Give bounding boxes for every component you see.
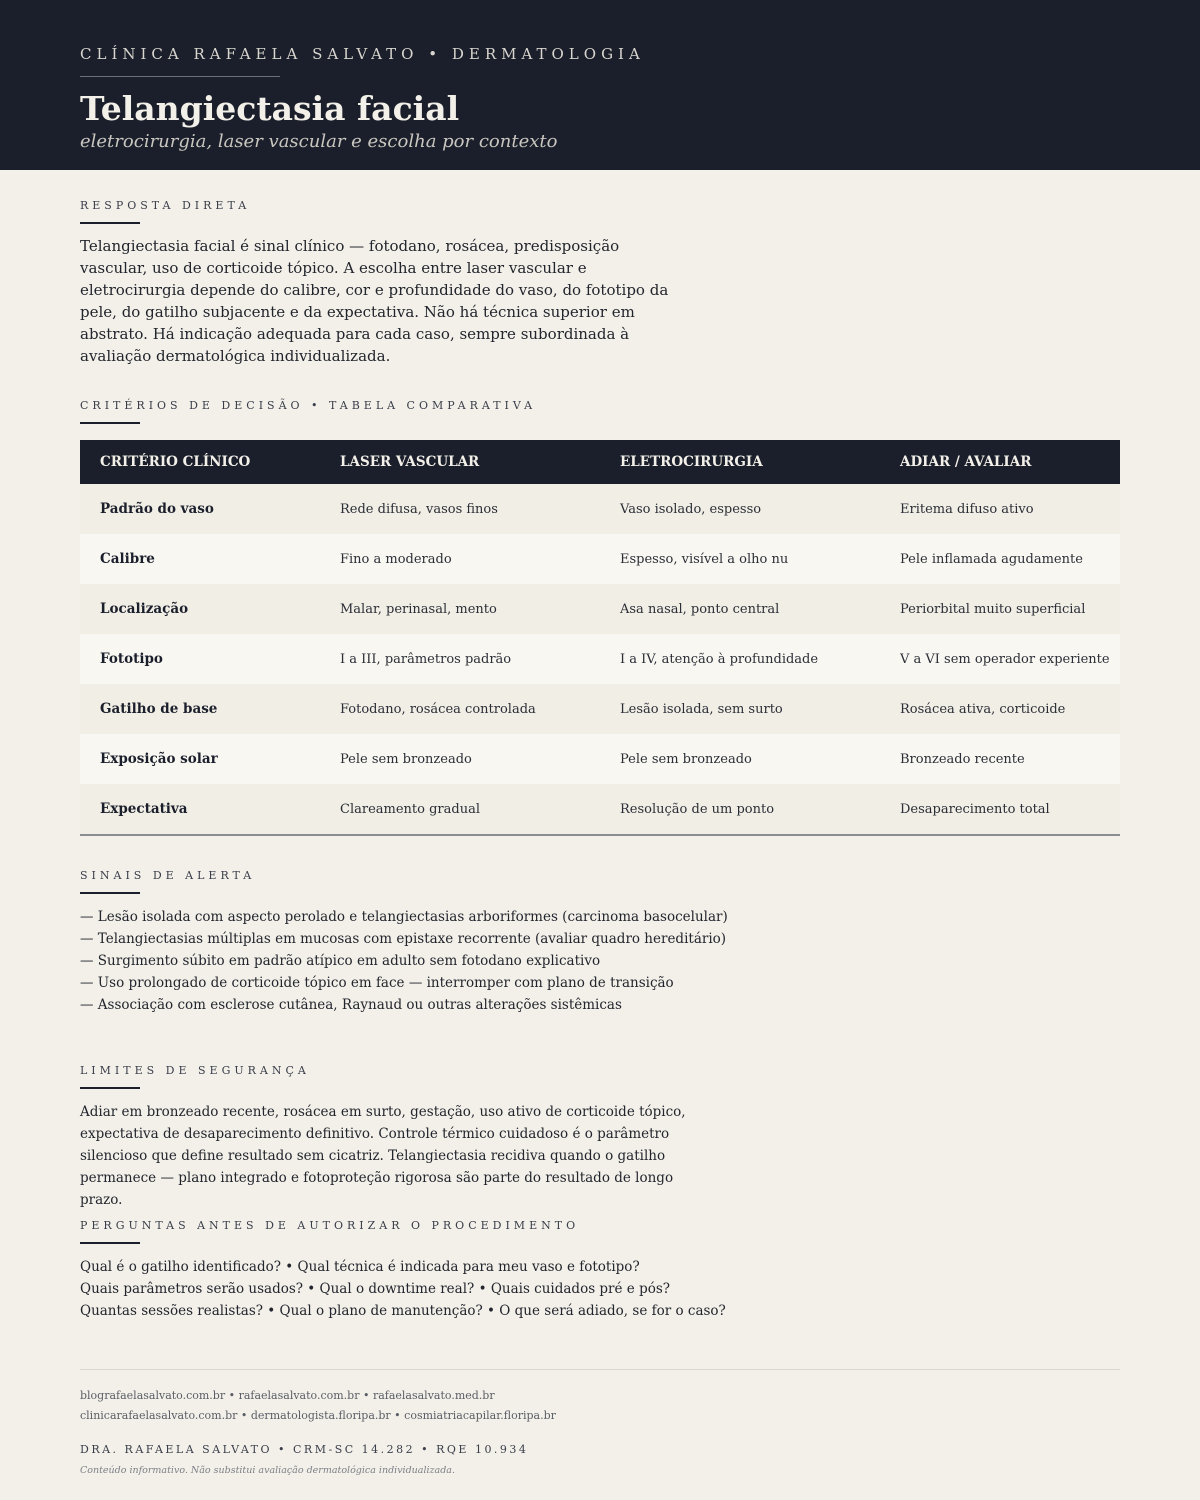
table-row	[80, 784, 1120, 834]
criterion-cell: Calibre	[100, 551, 155, 567]
postpone-cell: Periorbital muito superficial	[900, 601, 1086, 617]
questions-label: PERGUNTAS ANTES DE AUTORIZAR O PROCEDIMENTO	[80, 1219, 580, 1232]
question-line: Qual é o gatilho identificado? • Qual técnica é indicada para meu vaso e fototipo?	[80, 1259, 640, 1275]
alerts-list	[80, 906, 728, 1016]
laser-cell: Fino a moderado	[340, 551, 452, 567]
list-item: — Surgimento súbito em padrão atípico em adulto sem fotodano explicativo	[80, 953, 601, 969]
criterion-cell: Localização	[100, 601, 189, 617]
table-row	[80, 484, 1120, 534]
electrosurgery-cell: Pele sem bronzeado	[620, 751, 752, 767]
postpone-cell: Bronzeado recente	[900, 751, 1025, 767]
table-row	[80, 534, 1120, 584]
criterion-cell: Padrão do vaso	[100, 501, 214, 517]
criteria-label: CRITÉRIOS DE DECISÃO • TABELA COMPARATIVA	[80, 399, 537, 412]
table-row	[80, 584, 1120, 634]
disclaimer: Conteúdo informativo. Não substitui avaliação dermatológica individualizada.	[80, 1465, 455, 1476]
doctor-credentials: DRA. RAFAELA SALVATO • CRM-SC 14.282 • RQE 10.934	[80, 1443, 529, 1456]
footer-links-line[interactable]: clinicarafaelasalvato.com.br • dermatologista.floripa.br • cosmiatriacapilar.floripa.br	[80, 1409, 556, 1422]
page-title: Telangiectasia facial	[80, 89, 460, 128]
brand-divider	[80, 76, 280, 77]
direct-answer-text: Telangiectasia facial é sinal clínico — fotodano, rosácea, predisposição vascular, uso de corticoide tópico. A escolha entre laser vascular e eletrocirurgia depende do calibre, cor e profundidade do vaso, do fototipo da pele, do gatilho subjacente e da expectativa. Não há técnica superior em abstrato. Há indicação adequada para cada caso, sempre subordinada à avaliação dermatológica individualizada.	[80, 237, 669, 365]
laser-cell: Rede difusa, vasos finos	[340, 501, 498, 517]
safety-rule	[80, 1087, 140, 1089]
page-header	[0, 0, 1200, 170]
laser-cell: Fotodano, rosácea controlada	[340, 701, 536, 717]
electrosurgery-cell: Lesão isolada, sem surto	[620, 701, 783, 717]
alerts-label: SINAIS DE ALERTA	[80, 869, 256, 882]
table-header-row	[80, 440, 1120, 484]
postpone-cell: Pele inflamada agudamente	[900, 551, 1083, 567]
alerts-rule	[80, 892, 140, 894]
criterion-cell: Expectativa	[100, 801, 188, 817]
column-header-electrosurgery: ELETROCIRURGIA	[620, 454, 763, 470]
table-row	[80, 684, 1120, 734]
electrosurgery-cell: Asa nasal, ponto central	[620, 601, 780, 617]
column-header-criterion: CRITÉRIO CLÍNICO	[100, 454, 251, 470]
criterion-cell: Exposição solar	[100, 751, 218, 767]
laser-cell: I a III, parâmetros padrão	[340, 651, 512, 667]
footer-divider	[80, 1369, 1120, 1370]
laser-cell: Pele sem bronzeado	[340, 751, 472, 767]
list-item: — Uso prolongado de corticoide tópico em face — interromper com plano de transição	[80, 975, 674, 991]
postpone-cell: Rosácea ativa, corticoide	[900, 701, 1066, 717]
clinic-brand: CLÍNICA RAFAELA SALVATO • DERMATOLOGIA	[80, 45, 645, 63]
table-row	[80, 634, 1120, 684]
electrosurgery-cell: I a IV, atenção à profundidade	[620, 651, 819, 667]
criterion-cell: Gatilho de base	[100, 701, 218, 717]
electrosurgery-cell: Resolução de um ponto	[620, 801, 775, 817]
postpone-cell: Eritema difuso ativo	[900, 501, 1034, 517]
column-header-laser: LASER VASCULAR	[340, 454, 480, 470]
laser-cell: Malar, perinasal, mento	[340, 601, 497, 617]
postpone-cell: V a VI sem operador experiente	[900, 651, 1110, 667]
column-header-postpone: ADIAR / AVALIAR	[900, 454, 1032, 470]
safety-label: LIMITES DE SEGURANÇA	[80, 1064, 310, 1077]
footer-links	[80, 1386, 556, 1426]
criterion-cell: Fototipo	[100, 651, 163, 667]
footer-links-line[interactable]: blografaelasalvato.com.br • rafaelasalvato.com.br • rafaelasalvato.med.br	[80, 1389, 495, 1402]
postpone-cell: Desaparecimento total	[900, 801, 1050, 817]
safety-text: Adiar em bronzeado recente, rosácea em surto, gestação, uso ativo de corticoide tópico, expectativa de desaparecimento definitivo. Controle térmico cuidadoso é o parâmetro silencioso que define resultado sem cicatriz. Telangiectasia recidiva quando o gatilho permanece — plano integrado e fotoproteção rigorosa são parte do resultado de longo prazo.	[80, 1104, 686, 1208]
page-subtitle: eletrocirurgia, laser vascular e escolha por contexto	[80, 131, 558, 152]
table-row	[80, 734, 1120, 784]
question-line: Quantas sessões realistas? • Qual o plano de manutenção? • O que será adiado, se for o caso?	[80, 1303, 726, 1319]
questions-block	[80, 1256, 726, 1322]
electrosurgery-cell: Espesso, visível a olho nu	[620, 551, 789, 567]
criteria-rule	[80, 422, 140, 424]
questions-rule	[80, 1242, 140, 1244]
laser-cell: Clareamento gradual	[340, 801, 480, 817]
direct-answer-label: RESPOSTA DIRETA	[80, 199, 251, 212]
question-line: Quais parâmetros serão usados? • Qual o downtime real? • Quais cuidados pré e pós?	[80, 1281, 671, 1297]
direct-answer-rule	[80, 222, 140, 224]
criteria-table	[80, 440, 1120, 836]
list-item: — Lesão isolada com aspecto perolado e telangiectasias arboriformes (carcinoma basocelular)	[80, 909, 728, 925]
list-item: — Associação com esclerose cutânea, Raynaud ou outras alterações sistêmicas	[80, 997, 622, 1013]
electrosurgery-cell: Vaso isolado, espesso	[620, 501, 762, 517]
list-item: — Telangiectasias múltiplas em mucosas com epistaxe recorrente (avaliar quadro hereditário)	[80, 931, 727, 947]
